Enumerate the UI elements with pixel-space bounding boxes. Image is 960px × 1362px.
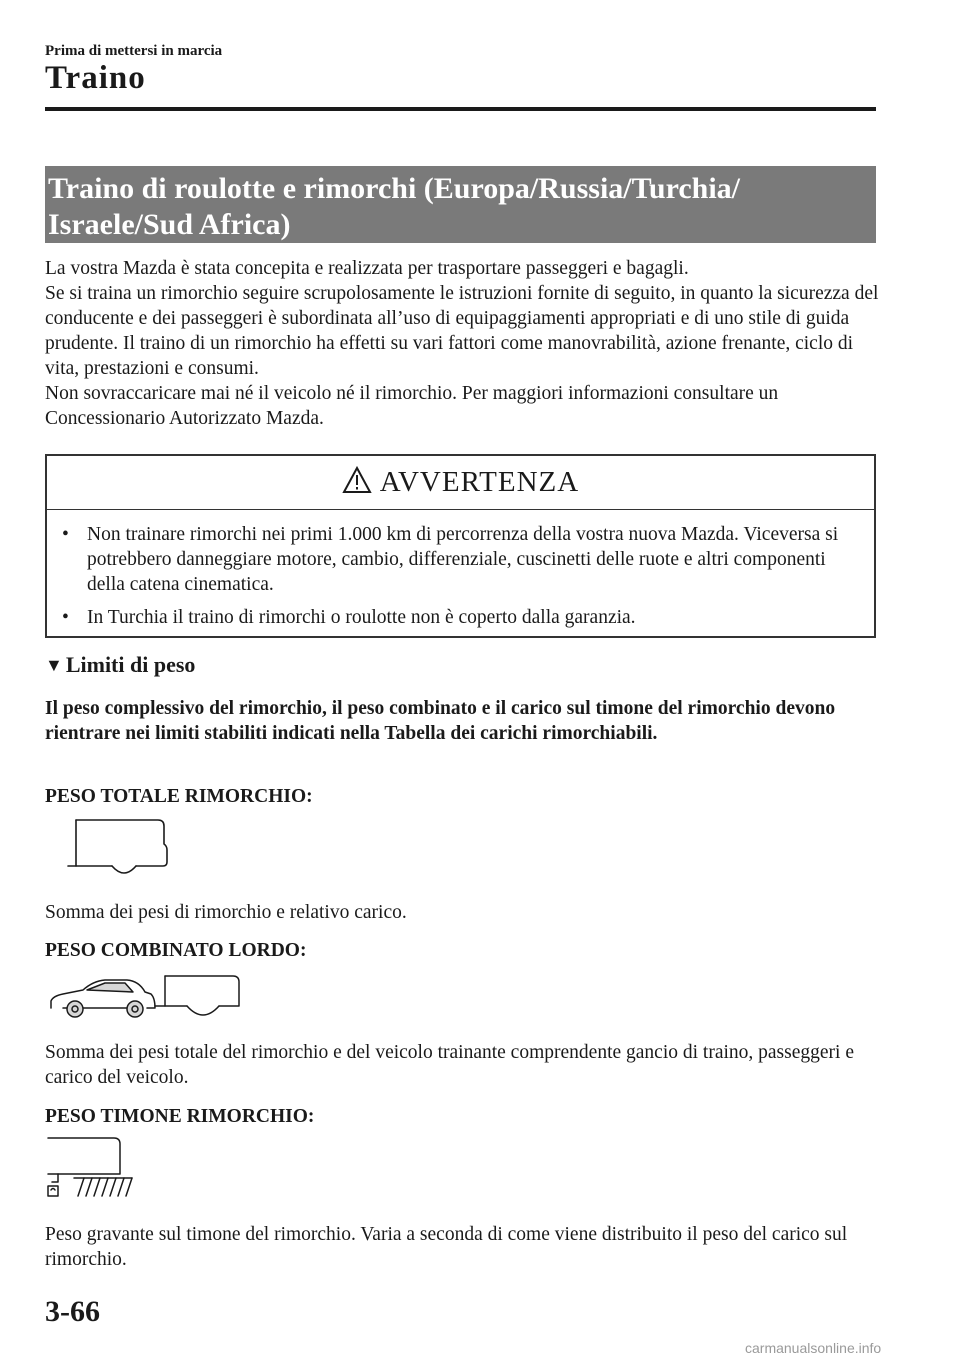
trailer-icon [66,816,178,889]
title-divider [45,107,876,111]
warning-item-text: Non trainare rimorchi nei primi 1.000 km di percorrenza della vostra nuova Mazda. Viceversa si potrebbero danneggiare motore, cambio, differenziale, cuscinetti delle ruote e altri componenti della catena cinematica. [87,524,839,595]
subsection-title: Limiti di peso [65,652,196,677]
tongue-scale-icon [44,1134,136,1207]
intro-text [45,256,880,431]
intro-paragraph-1: La vostra Mazda è stata concepita e realizzata per trasportare passeggeri e bagagli. [45,258,689,279]
combined-weight-label: PESO COMBINATO LORDO: [45,940,307,961]
bullet-marker: • [62,524,69,545]
warning-item [47,522,874,597]
page-title: Traino [45,60,146,96]
total-weight-label: PESO TOTALE RIMORCHIO: [45,786,313,807]
weights-intro: Il peso complessivo del rimorchio, il peso combinato e il carico sul timone del rimorchio devono rientrare nei limiti stabiliti indicati nella Tabella dei carichi rimorchiabili. [45,698,836,744]
intro-paragraph-3: Non sovraccaricare mai né il veicolo né il rimorchio. Per maggiori informazioni consultare un Concessionario Autorizzato Mazda. [45,383,779,429]
section-title-line-1: Traino di roulotte e rimorchi (Europa/Russia/Turchia/ [48,172,741,205]
intro-paragraph-2: Se si traina un rimorchio seguire scrupolosamente le istruzioni fornite di seguito, in quanto la sicurezza del conducente e dei passeggeri è subordinata all’uso di equipaggiamenti appropriati e di uno stile di guida prudente. Il traino di un rimorchio ha effetti su vari fattori come manovrabilità, azione frenante, ciclo di vita, prestazioni e consumi. [45,283,879,379]
tongue-weight-label: PESO TIMONE RIMORCHIO: [45,1106,315,1127]
warning-item-text: In Turchia il traino di rimorchi o roulotte non è coperto dalla garanzia. [87,607,636,628]
section-title-banner [45,166,876,243]
warning-title: AVVERTENZA [379,466,580,498]
triangle-down-icon: ▼ [45,654,63,675]
subsection-heading [45,652,195,678]
car-and-trailer-icon [47,968,247,1033]
page-number: 3-66 [45,1295,100,1328]
warning-header [47,456,874,510]
tongue-weight-description: Peso gravante sul timone del rimorchio. Varia a seconda di come viene distribuito il peso del carico sul rimorchio. [45,1224,848,1270]
section-title-line-2: Israele/Sud Africa) [48,208,291,241]
bullet-marker: • [62,607,69,628]
watermark: carmanualsonline.info [745,1340,882,1356]
warning-box [45,454,876,638]
combined-weight-description: Somma dei pesi totale del rimorchio e del veicolo trainante comprendente gancio di traino, passeggeri e carico del veicolo. [45,1042,854,1088]
breadcrumb: Prima di mettersi in marcia [45,43,223,59]
total-weight-description: Somma dei pesi di rimorchio e relativo carico. [45,902,407,923]
warning-triangle-icon [342,466,372,499]
warning-item [47,605,874,630]
warning-list [47,510,874,630]
